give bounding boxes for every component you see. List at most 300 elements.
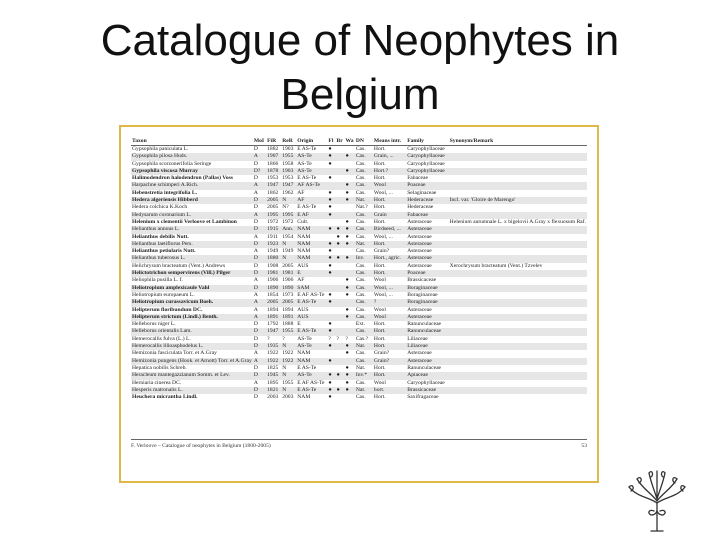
table-row [131,277,587,284]
cell-br [336,168,345,175]
cell-origin: Cult. [297,218,309,225]
cell-moi: D [253,321,258,328]
cell-origin: AS-Te [296,372,327,379]
cell-wa [344,358,354,365]
footer-page-number: 53 [581,443,587,449]
cell-means: Wool, ... [373,285,406,292]
cell-wa [344,175,354,182]
cell-br [336,204,345,211]
slide-title-line-1: Catalogue of Neophytes in [100,16,620,65]
cell-fir: 1995 [266,212,281,219]
cell-taxon: Helictotrichon sempervirens (Vill.) Pilger [131,270,253,277]
cell-wa: ● [344,387,354,394]
cell-rer: N [281,372,296,379]
table-row [131,314,587,321]
cell-taxon: Heuchera micrantha Lindl. [132,394,198,401]
cell-taxon: Herniaria cinerea DC. [132,379,182,386]
cell-syn [449,307,587,314]
cell-family: Asteraceae [407,218,432,225]
cell-fl: ● [328,321,332,328]
cell-family: Asteraceae [406,226,448,233]
cell-br: ● [336,255,345,262]
cell-origin: E AS-Te [297,175,317,182]
cell-rer: N [281,241,296,248]
cell-means: Hort. [373,197,406,204]
cell-dn: Cas. [355,175,366,182]
cell-wa: ? [345,335,348,342]
cell-moi: D [253,285,266,292]
cell-wa: ● [345,277,349,284]
cell-moi: D? [253,168,266,175]
cell-br [336,146,345,154]
cell-wa: ● [345,379,349,386]
cell-syn [449,204,587,211]
cell-taxon: Hebenstretia integrifolia L. [132,189,197,196]
cell-family: Caryophyllaceae [406,153,448,160]
cell-dn: Cas. [355,168,373,175]
table-row [131,234,587,241]
cell-rer: 1906 [282,277,294,284]
cell-fl: ● [327,358,335,365]
cell-wa: ● [344,197,354,204]
cell-means: Hort.? [373,168,406,175]
cell-origin: AS-Te [296,168,327,175]
table-row [131,161,587,168]
cell-rer: 1947 [281,182,296,189]
header-dn: DN [355,137,373,146]
cell-wa [344,212,354,219]
cell-moi: D [253,335,258,342]
cell-br: ● [336,233,340,240]
cell-family: Asteraceae [407,233,432,240]
cell-br [336,350,345,357]
cell-wa: ● [344,182,354,189]
cell-origin: NAM [296,358,327,365]
header-fl: Fl [327,137,335,146]
cell-origin: NAM [297,350,311,357]
cell-rer: 1958 [282,160,294,167]
cell-family: Asteraceae [407,248,432,255]
cell-dn: Cas. [355,189,366,196]
cell-origin: AS-Te [297,160,312,167]
cell-syn [449,328,587,335]
cell-wa: ● [345,350,349,357]
cell-moi: D [253,204,258,211]
cell-fl [327,277,335,284]
cell-wa [344,270,354,277]
table-row [131,365,587,372]
cell-origin: E AS-Te [297,204,317,211]
cell-moi: A [253,182,266,189]
cell-fir: 1922 [266,358,281,365]
cell-dn: Nat. [355,343,373,350]
cell-family: Hederaceae [407,204,434,211]
cell-dn: Ext. [355,321,365,328]
cell-fir: 1915 [266,226,281,233]
cell-fir: 1891 [266,314,281,321]
cell-fl: ● [327,197,335,204]
cell-moi: D [253,364,258,371]
cell-rer: 1973 [282,291,294,298]
cell-fir: 1953 [267,175,279,182]
cell-syn [449,182,587,189]
cell-taxon: Helianthus petiolaris Nutt. [132,248,196,255]
header-fir: FiR [266,137,281,146]
cell-family: Asteraceae [407,350,432,357]
cell-fir: 2005 [267,204,279,211]
cell-moi: D [253,226,266,233]
cell-dn: Cas. [355,328,373,335]
cell-syn [449,336,587,343]
cell-syn [449,343,587,350]
cell-taxon: Helianthus debilis Nutt. [132,233,189,240]
cell-syn [449,146,587,154]
cell-means: Wool [373,306,386,313]
cell-fl: ● [327,328,335,335]
cell-br [336,343,345,350]
cell-fl [327,307,335,314]
cell-syn [449,255,587,262]
table-row [131,175,587,182]
cell-taxon: Heracleum mantegazzianum Somm. et Lev. [131,372,253,379]
cell-taxon: Helichrysum bracteatum (Vent.) Andrews [132,262,226,269]
cell-rer: 1955 [281,328,296,335]
cell-fir: 1923 [266,241,281,248]
cell-dn: Cas. [355,358,373,365]
cell-means: Hort. [373,175,386,182]
cell-fl [327,168,335,175]
cell-fir: 1911 [267,233,279,240]
cell-taxon: Gypsophila pilosa Huds. [131,153,253,160]
cell-dn: Cas. [355,160,366,167]
table-row [131,182,587,189]
cell-fir: 2005 [266,197,281,204]
slide-title-line-2: Belgium [280,70,440,119]
cell-taxon: Gypsophila paniculata L. [132,146,189,152]
cell-rer: Ann. [281,226,296,233]
cell-means: Hort. [373,160,386,167]
cell-fl: ● [328,175,332,182]
cell-dn: Cas. [355,350,366,357]
cell-br [336,277,345,284]
slide-title [0,14,720,122]
cell-moi: D [253,394,258,401]
cell-syn [449,168,587,175]
cell-br [336,380,345,387]
cell-moi: A [253,291,258,298]
table-row [131,270,587,277]
cell-fl [327,234,335,241]
cell-br [336,197,345,204]
cell-taxon: Halimodendron halodendron (Pallas) Voss [132,175,233,182]
cell-moi: A [253,314,266,321]
cell-syn [449,285,587,292]
cell-syn [449,190,587,197]
page-footer [131,443,587,449]
table-row [131,190,587,197]
cell-fl [327,219,335,226]
table-row [131,204,587,211]
cell-fir: 1947 [266,182,281,189]
cell-fir: 1908 [267,262,279,269]
table-row [131,248,587,255]
cell-fir: 1949 [267,248,279,255]
cell-dn: Cas. [355,262,366,269]
cell-rer: 1903 [282,146,294,152]
cell-syn [449,241,587,248]
cell-family: Fabaceae [407,175,428,182]
cell-family: Liliaceae [407,335,428,342]
cell-moi: D [253,197,266,204]
header-taxon: Taxon [131,137,253,146]
cell-dn: Nat.? [355,204,368,211]
table-row [131,387,587,394]
cell-origin: AS-Te [297,335,312,342]
cell-syn [449,175,587,182]
cell-syn [449,365,587,372]
cell-family: Caryophyllaceae [406,168,448,175]
table-row [131,263,587,270]
cell-syn [449,394,587,401]
cell-origin: E AS-Te [296,328,327,335]
cell-br [336,161,345,168]
cell-br: ● [336,387,345,394]
cell-syn [449,226,587,233]
cell-dn: Nat. [355,387,373,394]
cell-moi: A [253,248,258,255]
cell-dn: Nat. [355,197,373,204]
cell-origin: AF AS-Te [296,182,327,189]
cell-fl: ● [328,248,332,255]
table-row [131,285,587,292]
cell-family: Fabaceae [406,212,448,219]
cell-br [336,328,345,335]
cell-rer: 1953 [282,175,294,182]
cell-moi: D [253,262,258,269]
table-row [131,212,587,219]
cell-means: Hort. [373,394,386,401]
cell-origin: NAM [296,255,327,262]
table-row [131,336,587,343]
cell-br: ? [336,335,339,342]
cell-wa [344,321,354,328]
table-row [131,197,587,204]
header-family: Family [406,137,448,146]
cell-origin: AS-Te [296,153,327,160]
cell-origin: AUS [297,262,309,269]
cell-family: Saxifragaceae [407,394,439,401]
cell-fir: 1880 [266,255,281,262]
cell-taxon: Harpachne schimperi A.Rich. [131,182,253,189]
cell-br [336,248,345,255]
meise-botanic-logo-icon [621,467,693,537]
cell-family: Asteraceae [406,314,448,321]
cell-moi: A [253,212,266,219]
cell-means: Hort. [373,321,386,328]
cell-fir: 1906 [267,277,279,284]
cell-syn [449,372,587,379]
cell-origin: E AS-Te [297,364,317,371]
cell-br [336,153,345,160]
header-br: Br [336,138,343,144]
cell-means: Hort. [373,262,386,269]
cell-fl: ● [328,262,332,269]
cell-syn [449,350,587,357]
cell-dn: Nat. [355,241,373,248]
cell-means: hort. [373,387,406,394]
cell-origin: NAM [297,233,311,240]
cell-fl: ● [327,241,335,248]
header-synonym: Synonym/Remark [449,137,587,146]
cell-means: Wool, ... [373,291,393,298]
cell-fir: 2003 [267,394,279,401]
cell-syn: Xerochrysum bracteatum (Vent.) Tzvelev [449,262,543,269]
cell-br [336,321,345,328]
table-row [131,255,587,262]
cell-br [336,299,345,306]
cell-moi: A [253,233,258,240]
cell-rer: 1903 [281,168,296,175]
cell-taxon: Helleborus orientalis Lam. [131,328,253,335]
cell-wa [344,263,354,270]
cell-moi: A [253,299,266,306]
cell-syn: Incl. var. 'Gloire de Marengo' [449,197,587,204]
cell-moi: A [253,277,258,284]
cell-br [336,394,345,401]
cell-origin: AF [297,189,305,196]
cell-wa: ● [344,285,354,292]
cell-br [336,263,345,270]
cell-rer: 1955 [282,379,294,386]
cell-fl: ● [328,204,332,211]
table-row [131,358,587,365]
cell-fl [327,365,335,372]
cell-fl: ● [328,379,332,386]
cell-fir: 2005 [266,299,281,306]
header-moi: MoI [253,137,266,146]
cell-fl: ● [327,226,335,233]
cell-fir: 1890 [266,285,281,292]
cell-syn [449,292,587,299]
cell-moi: A [253,306,258,313]
table-row [131,146,587,154]
cell-dn: Cas. [355,394,366,401]
cell-origin: AF [297,277,305,284]
cell-dn: Inv.* [355,372,373,379]
cell-means: Hort. [373,328,406,335]
cell-family: Asteraceae [407,262,432,269]
cell-wa: ● [344,241,354,248]
header-means: Means intr. [373,137,406,146]
cell-rer: N [281,343,296,350]
cell-wa: ● [344,314,354,321]
footer-divider [131,439,587,440]
cell-dn: Inv. [355,255,373,262]
cell-rer: 1981 [281,270,296,277]
cell-rer: 1949 [282,248,294,255]
cell-wa: ● [345,218,349,225]
cell-syn [449,380,587,387]
footer-citation: F. Verloove – Catalogue of neophytes in Belgium (1800-2005) [131,443,271,449]
table-row [131,328,587,335]
cell-moi: D [253,146,258,152]
cell-br: ● [336,226,345,233]
catalogue-table [131,137,587,401]
cell-taxon: Gypsophila viscosa Murray [131,168,253,175]
cell-br [336,270,345,277]
cell-taxon: Heliotropium curassavicum Boeh. [131,299,253,306]
cell-wa [344,146,354,154]
cell-origin: E AF AS-Te [297,379,325,386]
cell-wa [344,328,354,335]
cell-taxon: Hedysarum coronarium L. [131,212,253,219]
cell-dn: Cas. [355,233,366,240]
cell-means: Grain? [373,358,406,365]
cell-means: Wool [373,379,386,386]
cell-br: ● [336,372,345,379]
cell-family: Boraginaceae [407,291,438,298]
cell-taxon: Hemizonia pungens (Hook. et Arnott) Torr. et A.Gray [132,357,252,364]
cell-syn [449,270,587,277]
cell-rer: ? [282,335,285,342]
cell-rer: 1890 [281,285,296,292]
cell-moi: D [253,218,258,225]
cell-fl: ● [327,212,335,219]
cell-fl: ● [327,299,335,306]
cell-rer: N [281,387,296,394]
cell-fir: 1825 [267,364,279,371]
cell-origin: AF [296,197,327,204]
cell-dn: Cas. [355,291,366,298]
cell-origin: E AS-Te [297,146,317,152]
cell-taxon: Hemerocallis lilioasphodelus L. [131,343,253,350]
cell-fl: ● [327,343,335,350]
cell-wa [344,299,354,306]
cell-means: Hort., agric. [373,255,406,262]
cell-means: ? [373,299,406,306]
cell-dn: Cas. [355,299,373,306]
cell-moi: D [253,328,266,335]
cell-dn: Cas. [355,285,373,292]
cell-moi: D [253,387,266,394]
cell-family: Ranunculaceae [406,328,448,335]
cell-rer: 1888 [282,321,294,328]
cell-br [336,292,345,299]
cell-moi: D [253,160,258,167]
cell-syn [449,212,587,219]
cell-br [336,182,345,189]
cell-dn: Cas.? [355,335,369,342]
cell-taxon: Helipterum strictum (Lindl.) Benth. [131,314,253,321]
cell-family: Caryophyllaceae [407,379,445,386]
cell-family: Asteraceae [407,306,432,313]
cell-syn [449,277,587,284]
cell-rer: 1954 [282,233,294,240]
cell-br [336,365,345,372]
cell-dn: Nat. [355,364,366,371]
cell-br [336,314,345,321]
cell-wa [344,161,354,168]
header-rer: ReR [281,137,296,146]
cell-br [336,358,345,365]
cell-fir: 1792 [267,321,279,328]
table-row [131,226,587,233]
cell-taxon: Helianthus tuberosus L. [131,255,253,262]
cell-family: Caryophyllaceae [407,160,445,167]
table-row [131,350,587,357]
cell-fir: 1866 [267,160,279,167]
cell-moi: D [253,241,266,248]
